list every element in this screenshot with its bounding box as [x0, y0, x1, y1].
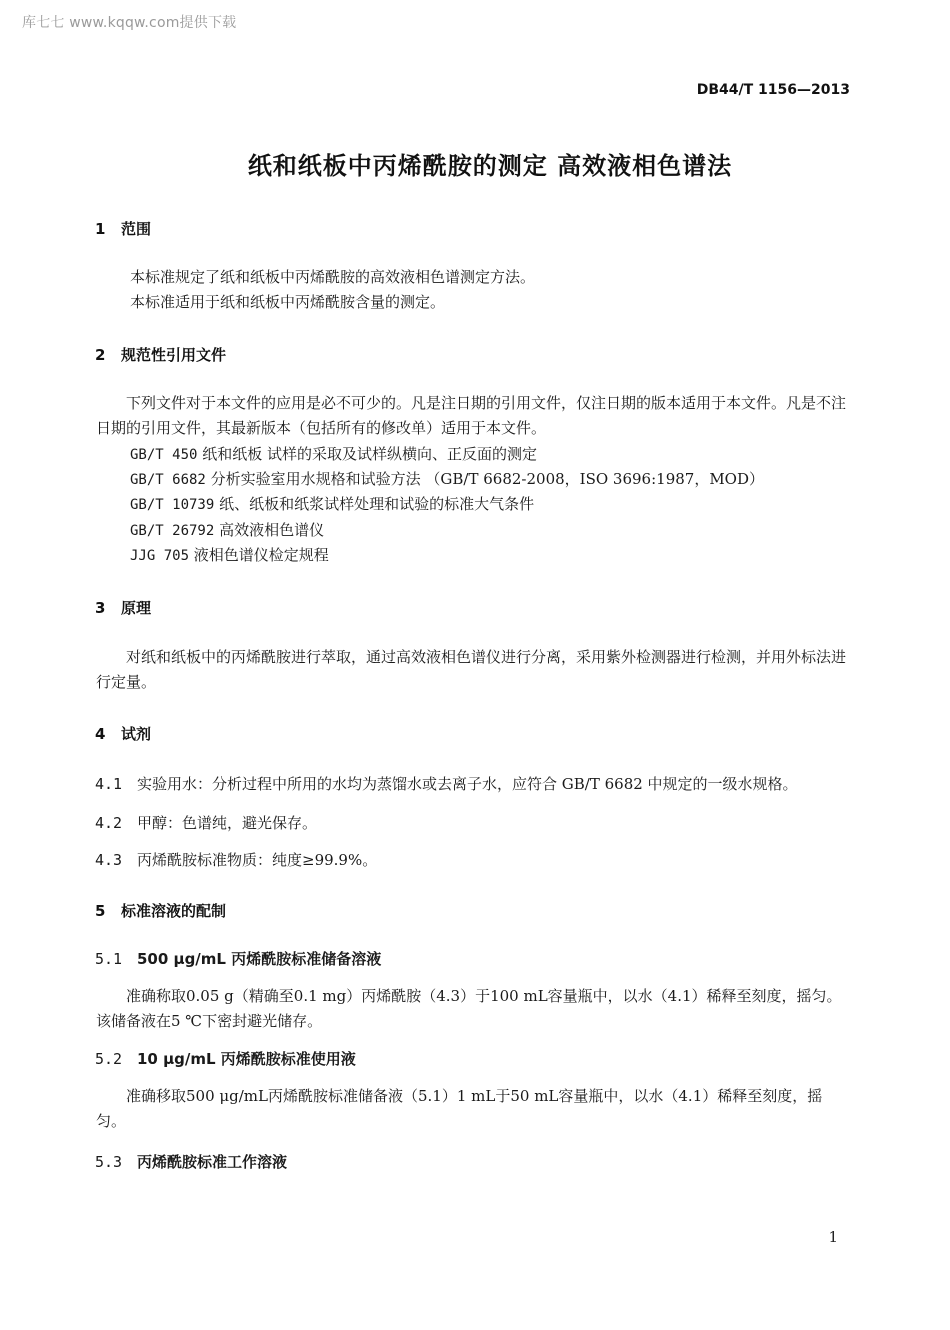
clause-number: 5.1 — [95, 950, 123, 968]
reference-title: 高效液相色谱仪 — [219, 521, 325, 539]
section-3-heading — [95, 597, 151, 618]
section-5-heading — [95, 900, 226, 921]
clause-number: 4.2 — [95, 814, 123, 832]
reference-title: 纸、纸板和纸浆试样处理和试验的标准大气条件 — [219, 495, 535, 513]
reference-code: GB/T 450 — [130, 447, 198, 463]
subsection-5-2-text: 准确移取500 μg/mL丙烯酰胺标准储备液（5.1）1 mL于50 mL容量瓶中，以水（4.1）稀释至刻度，摇匀。 — [96, 1087, 823, 1130]
subsection-5-1-heading — [95, 948, 381, 969]
reagent-item — [95, 773, 798, 794]
section-2-intro: 下列文件对于本文件的应用是必不可少的。凡是注日期的引用文件，仅注日期的版本适用于本文件。凡是不注日期的引用文件，其最新版本（包括所有的修改单）适用于本文件。 — [96, 394, 847, 437]
section-1-paragraph-2: 本标准适用于纸和纸板中丙烯酰胺含量的测定。 — [130, 293, 446, 311]
clause-title: 500 μg/mL 丙烯酰胺标准储备溶液 — [137, 950, 382, 968]
clause-number: 4.1 — [95, 775, 123, 793]
section-title: 规范性引用文件 — [121, 346, 227, 364]
reference-item — [130, 492, 534, 518]
reference-item — [130, 442, 537, 468]
subsection-5-3-heading — [95, 1151, 287, 1172]
clause-text: 丙烯酰胺标准物质：纯度≥99.9%。 — [137, 851, 378, 869]
clause-number: 5.3 — [95, 1153, 123, 1171]
clause-text: 甲醇：色谱纯，避光保存。 — [137, 814, 318, 832]
section-number: 5 — [95, 902, 106, 920]
watermark: 库七七 www.kqqw.com提供下载 — [22, 15, 237, 31]
section-2-heading — [95, 344, 226, 365]
section-3-paragraph: 对纸和纸板中的丙烯酰胺进行萃取，通过高效液相色谱仪进行分离，采用紫外检测器进行检测，并用外标法进行定量。 — [96, 648, 847, 691]
clause-text: 实验用水：分析过程中所用的水均为蒸馏水或去离子水，应符合 GB/T 6682 中规定的一级水规格。 — [137, 775, 798, 793]
reagent-item — [95, 812, 317, 833]
section-title: 原理 — [121, 599, 152, 617]
section-number: 1 — [95, 220, 106, 238]
section-number: 3 — [95, 599, 106, 617]
section-1-heading — [95, 218, 151, 239]
clause-title: 丙烯酰胺标准工作溶液 — [137, 1153, 288, 1171]
reference-code: GB/T 6682 — [130, 472, 206, 488]
reference-title: 纸和纸板 试样的采取及试样纵横向、正反面的测定 — [202, 445, 537, 463]
section-title: 试剂 — [121, 725, 152, 743]
reference-title: 液相色谱仪检定规程 — [193, 546, 329, 564]
section-title: 范围 — [121, 220, 152, 238]
section-4-heading — [95, 723, 151, 744]
reference-title: 分析实验室用水规格和试验方法 （GB/T 6682-2008，ISO 3696:1987，MOD） — [210, 470, 765, 488]
section-number: 2 — [95, 346, 106, 364]
reagent-item — [95, 849, 377, 870]
section-1-paragraph-1: 本标准规定了纸和纸板中丙烯酰胺的高效液相色谱测定方法。 — [130, 268, 536, 286]
reference-code: GB/T 10739 — [130, 497, 215, 513]
reference-code: GB/T 26792 — [130, 523, 215, 539]
page-number: 1 — [828, 1228, 838, 1246]
clause-number: 4.3 — [95, 851, 123, 869]
clause-number: 5.2 — [95, 1050, 123, 1068]
reference-item — [130, 467, 764, 493]
reference-code: JJG 705 — [130, 548, 190, 564]
clause-title: 10 μg/mL 丙烯酰胺标准使用液 — [137, 1050, 356, 1068]
subsection-5-2-heading — [95, 1048, 356, 1069]
reference-item — [130, 543, 329, 569]
subsection-5-1-text: 准确称取0.05 g（精确至0.1 mg）丙烯酰胺（4.3）于100 mL容量瓶中，以水（4.1）稀释至刻度，摇匀。该储备液在5 ℃下密封避光储存。 — [96, 987, 842, 1030]
reference-item — [130, 518, 324, 544]
document-title: 纸和纸板中丙烯酰胺的测定 高效液相色谱法 — [247, 152, 733, 180]
section-number: 4 — [95, 725, 106, 743]
section-title: 标准溶液的配制 — [121, 902, 227, 920]
document-id: DB44/T 1156—2013 — [696, 82, 850, 98]
